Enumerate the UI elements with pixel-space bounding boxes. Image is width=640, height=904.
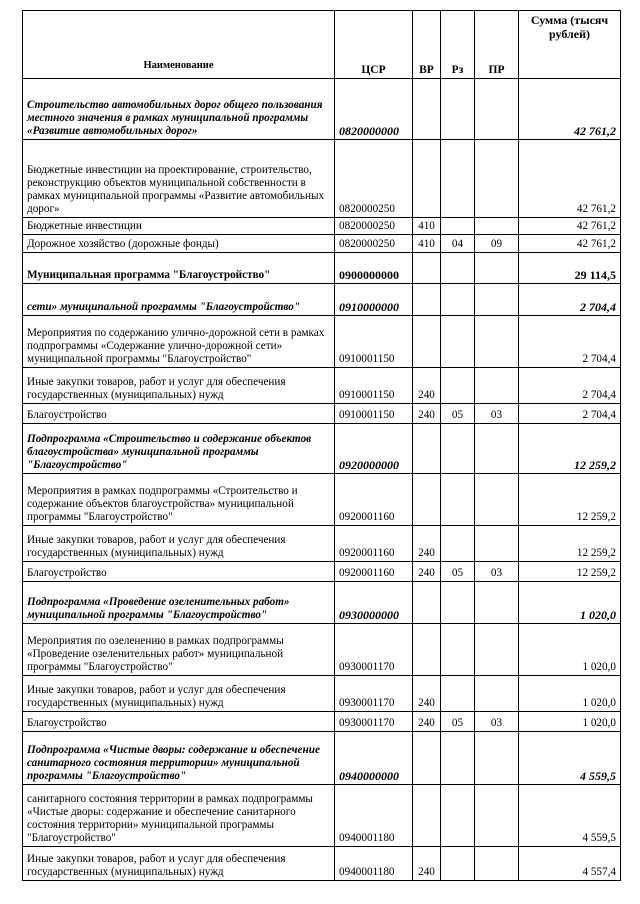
row-sum: 4 559,5 <box>519 785 621 847</box>
row-csr: 0930001170 <box>335 676 413 712</box>
row-pr <box>475 368 519 404</box>
row-name: Благоустройство <box>23 562 335 582</box>
table-row <box>23 526 621 562</box>
row-csr: 0920001160 <box>335 562 413 582</box>
row-pr <box>475 624 519 676</box>
row-name: Подпрограмма «Проведение озеленительных работ» муниципальной программы "Благоустройство" <box>23 582 335 624</box>
row-pr <box>475 424 519 474</box>
row-vr <box>413 79 441 140</box>
row-csr: 0920001160 <box>335 474 413 526</box>
row-name: Мероприятия по озеленению в рамках подпрограммы «Проведение озеленительных работ» муниципальной программы "Благоустройство" <box>23 624 335 676</box>
row-vr: 240 <box>413 676 441 712</box>
row-pr <box>475 253 519 284</box>
row-pr <box>475 316 519 368</box>
header-sum: Сумма (тысяч рублей) <box>519 11 621 79</box>
row-vr <box>413 785 441 847</box>
row-name: Дорожное хозяйство (дорожные фонды) <box>23 235 335 253</box>
table-row <box>23 218 621 235</box>
row-rz: 05 <box>441 712 475 732</box>
row-rz <box>441 140 475 218</box>
row-rz <box>441 79 475 140</box>
row-sum: 1 020,0 <box>519 712 621 732</box>
row-name: Бюджетные инвестиции на проектирование, строительство, реконструкцию объектов муниципальной собственности в рамках муниципальной программы «Развитие автомобильных дорог» <box>23 140 335 218</box>
row-sum: 29 114,5 <box>519 253 621 284</box>
row-pr <box>475 474 519 526</box>
row-sum: 1 020,0 <box>519 676 621 712</box>
row-pr <box>475 847 519 881</box>
row-csr: 0920001160 <box>335 526 413 562</box>
table-row <box>23 785 621 847</box>
row-name: Муниципальная программа "Благоустройство" <box>23 253 335 284</box>
row-rz <box>441 582 475 624</box>
row-rz <box>441 676 475 712</box>
row-name: Благоустройство <box>23 404 335 424</box>
row-name: Иные закупки товаров, работ и услуг для обеспечения государственных (муниципальных) нужд <box>23 676 335 712</box>
row-csr: 0940000000 <box>335 732 413 785</box>
row-csr: 0930001170 <box>335 624 413 676</box>
row-sum: 4 559,5 <box>519 732 621 785</box>
row-csr: 0900000000 <box>335 253 413 284</box>
row-csr: 0910000000 <box>335 284 413 316</box>
table-header-row <box>23 11 621 79</box>
row-pr <box>475 284 519 316</box>
row-vr <box>413 284 441 316</box>
row-pr: 03 <box>475 712 519 732</box>
table-row <box>23 582 621 624</box>
row-csr: 0820000250 <box>335 140 413 218</box>
row-csr: 0820000250 <box>335 218 413 235</box>
row-sum: 42 761,2 <box>519 79 621 140</box>
row-csr: 0940001180 <box>335 785 413 847</box>
row-vr <box>413 140 441 218</box>
row-csr: 0920000000 <box>335 424 413 474</box>
table-row <box>23 732 621 785</box>
row-vr <box>413 732 441 785</box>
row-sum: 2 704,4 <box>519 404 621 424</box>
table-row <box>23 624 621 676</box>
budget-table <box>22 10 621 881</box>
table-row <box>23 284 621 316</box>
row-sum: 2 704,4 <box>519 284 621 316</box>
header-name: Наименование <box>23 11 335 79</box>
row-pr <box>475 140 519 218</box>
row-pr <box>475 732 519 785</box>
row-pr <box>475 785 519 847</box>
row-vr: 240 <box>413 847 441 881</box>
row-sum: 12 259,2 <box>519 474 621 526</box>
row-sum: 12 259,2 <box>519 424 621 474</box>
row-rz <box>441 253 475 284</box>
row-rz <box>441 526 475 562</box>
row-sum: 2 704,4 <box>519 368 621 404</box>
row-sum: 2 704,4 <box>519 316 621 368</box>
row-sum: 1 020,0 <box>519 624 621 676</box>
row-name: Мероприятия в рамках подпрограммы «Строительство и содержание объектов благоустройства» муниципальной программы "Благоустройство" <box>23 474 335 526</box>
table-row <box>23 712 621 732</box>
row-vr <box>413 316 441 368</box>
row-name: Иные закупки товаров, работ и услуг для обеспечения государственных (муниципальных) нужд <box>23 368 335 404</box>
row-vr: 240 <box>413 404 441 424</box>
table-row <box>23 474 621 526</box>
header-pr: ПР <box>475 11 519 79</box>
row-name: санитарного состояния территории в рамках подпрограммы «Чистые дворы: содержание и обеспечение санитарного состояния территории» муниципальной программы "Благоустройство" <box>23 785 335 847</box>
row-name: Подпрограмма «Строительство и содержание объектов благоустройства» муниципальной программы "Благоустройство" <box>23 424 335 474</box>
row-vr <box>413 424 441 474</box>
row-pr: 03 <box>475 562 519 582</box>
row-csr: 0930001170 <box>335 712 413 732</box>
row-csr: 0820000250 <box>335 235 413 253</box>
row-vr <box>413 474 441 526</box>
row-sum: 42 761,2 <box>519 140 621 218</box>
row-name: Иные закупки товаров, работ и услуг для обеспечения государственных (муниципальных) нужд <box>23 847 335 881</box>
header-vr: ВР <box>413 11 441 79</box>
table-row <box>23 676 621 712</box>
row-rz <box>441 732 475 785</box>
row-vr: 240 <box>413 526 441 562</box>
row-vr: 410 <box>413 218 441 235</box>
row-name: Бюджетные инвестиции <box>23 218 335 235</box>
row-rz <box>441 284 475 316</box>
row-sum: 4 557,4 <box>519 847 621 881</box>
row-rz: 05 <box>441 404 475 424</box>
row-name: сети» муниципальной программы "Благоустройство" <box>23 284 335 316</box>
row-vr: 240 <box>413 368 441 404</box>
row-vr: 240 <box>413 712 441 732</box>
row-csr: 0910001150 <box>335 368 413 404</box>
table-row <box>23 140 621 218</box>
row-pr: 09 <box>475 235 519 253</box>
row-pr <box>475 526 519 562</box>
row-vr: 240 <box>413 562 441 582</box>
row-csr: 0820000000 <box>335 79 413 140</box>
row-vr <box>413 582 441 624</box>
row-pr <box>475 676 519 712</box>
row-sum: 42 761,2 <box>519 235 621 253</box>
table-row <box>23 79 621 140</box>
row-pr <box>475 218 519 235</box>
row-rz <box>441 847 475 881</box>
row-name: Благоустройство <box>23 712 335 732</box>
row-rz: 05 <box>441 562 475 582</box>
row-csr: 0910001150 <box>335 404 413 424</box>
table-row <box>23 424 621 474</box>
row-pr <box>475 79 519 140</box>
table-row <box>23 316 621 368</box>
table-row <box>23 253 621 284</box>
row-rz <box>441 624 475 676</box>
row-sum: 12 259,2 <box>519 526 621 562</box>
row-csr: 0930000000 <box>335 582 413 624</box>
table-row <box>23 404 621 424</box>
table-row <box>23 235 621 253</box>
row-name: Мероприятия по содержанию улично-дорожной сети в рамках подпрограммы «Содержание улично-дорожной сети» муниципальной программы "Благоустройство" <box>23 316 335 368</box>
row-vr: 410 <box>413 235 441 253</box>
row-pr <box>475 582 519 624</box>
table-row <box>23 562 621 582</box>
header-rz: Рз <box>441 11 475 79</box>
row-sum: 42 761,2 <box>519 218 621 235</box>
row-name: Иные закупки товаров, работ и услуг для обеспечения государственных (муниципальных) нужд <box>23 526 335 562</box>
row-pr: 03 <box>475 404 519 424</box>
row-rz <box>441 218 475 235</box>
table-row <box>23 847 621 881</box>
row-sum: 12 259,2 <box>519 562 621 582</box>
row-rz <box>441 316 475 368</box>
row-rz <box>441 785 475 847</box>
row-rz: 04 <box>441 235 475 253</box>
table-row <box>23 368 621 404</box>
row-vr <box>413 624 441 676</box>
row-rz <box>441 424 475 474</box>
row-csr: 0910001150 <box>335 316 413 368</box>
row-csr: 0940001180 <box>335 847 413 881</box>
row-vr <box>413 253 441 284</box>
row-rz <box>441 474 475 526</box>
row-name: Подпрограмма «Чистые дворы: содержание и обеспечение санитарного состояния территории» муниципальной программы "Благоустройство" <box>23 732 335 785</box>
row-name: Строительство автомобильных дорог общего пользования местного значения в рамках муниципальной программы «Развитие автомобильных дорог» <box>23 79 335 140</box>
header-csr: ЦСР <box>335 11 413 79</box>
row-sum: 1 020,0 <box>519 582 621 624</box>
row-rz <box>441 368 475 404</box>
